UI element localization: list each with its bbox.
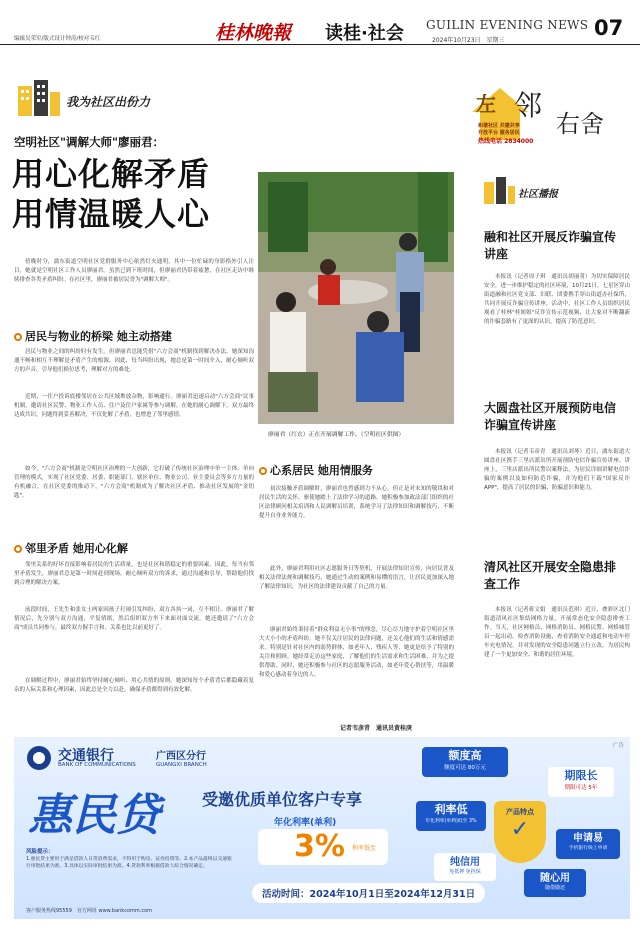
feature-1-title: 额度高	[448, 749, 482, 762]
body-3b: 此外，廖丽君利用社区志愿服务日等契机，开展法律知识宣传，向居民普及相关法律法规和调解技巧，她通过生动的案例和易懂的语言，让居民更加深入地了解法律知识，为社区的法律建设贡献了自己的力量。	[259, 566, 454, 590]
branch-cn: 广西区分行	[156, 751, 206, 762]
bank-logo-icon	[26, 745, 52, 771]
column-badge-label: 我为社区出份力	[66, 95, 151, 109]
rate-value: 3%	[294, 829, 345, 864]
side-logo	[470, 82, 630, 152]
body-2b: 前段时间，王先生和张女士两家因孩子打闹引发纠纷，双方各执一词，互不相让。廖丽君了解情况后，先分别与双方沟通，平复情绪，然后组织双方坐下来面对面交流。她还邀请了"六方会商"成员共同参与，最终双方握手言和，关系也比以前更好了。	[14, 607, 254, 631]
bullet-icon	[259, 467, 267, 475]
feature-2-title: 期限长	[564, 769, 598, 782]
ad-slogan: 受邀优质单位客户专享	[202, 790, 363, 809]
rate-badge	[258, 829, 388, 865]
body-1c: 如今，"六方会商"机制是空明社区治理的一大创新，它打破了传统社区治理中单一主体、单向管理的模式，实现了社区党委、居委、职能部门、辖区单位、物业公司、业主委员会等多方力量的有机融合，在社区党委的推动下，"六方会商"机制成为了解决社区矛盾、推动社区发展的"金钥匙"。	[14, 466, 254, 499]
page-number: 07	[594, 16, 624, 40]
section-name: 读桂·社会	[325, 23, 404, 44]
feature-4	[556, 829, 620, 859]
subheading-3: 心系居民 她用情服务	[259, 462, 373, 478]
ad-period: 活动时间：2024年10月1日至2024年12月31日	[252, 883, 485, 903]
ad-hotline: 客户服务热线95559 官方网址 www.bankcomm.com	[26, 908, 153, 914]
side-logo-char-3: 右舍	[556, 110, 604, 138]
feature-5-sub: 免抵押 免担保	[449, 869, 481, 875]
ad-product: 惠民贷	[28, 790, 160, 841]
rate-suffix: 利率低至	[352, 845, 377, 852]
feature-6-sub: 随借随还	[544, 885, 565, 891]
paper-name: 桂林晚報	[215, 22, 292, 44]
headline-line-2: 用情温暖人心	[12, 195, 211, 233]
side-box-title-1: 和谐社区 共建共享	[478, 123, 520, 129]
feature-2	[548, 767, 614, 797]
highlight-label: 产品特点	[506, 808, 534, 816]
highlight-shield	[494, 801, 546, 863]
feature-1	[422, 747, 508, 777]
body-3a: 初次接触矛盾调解时，廖丽君也曾感到力不从心。但正是对未知的敬畏和对居民生活的关怀，驱使她踏上了法律学习的道路。她积极参加政法部门组织的社区法律顾问相关培训和人民调解员培训，系统学习了法律知识和调解技巧，不断提升自身业务能力。	[259, 486, 454, 519]
buildings-icon	[482, 176, 516, 204]
news-3-title: 清风社区开展安全隐患排查工作	[484, 560, 617, 591]
side-badge-label: 社区播报	[518, 189, 558, 200]
side-logo-char-1: 左	[476, 92, 496, 116]
news-1-title: 融和社区开展反诈骗宣传讲座	[484, 230, 617, 261]
bank-name-en: BANK OF COMMUNICATIONS	[58, 762, 136, 768]
byline: 记者韦彦青 通讯员黄桂庚	[340, 725, 413, 732]
buildings-icon	[14, 78, 62, 118]
body-1a: 居民与物业之间的纠纷时有发生。但廖丽君总能凭借"六方会商"机制找到解决办法。她深知沟通不畅和相互不理解是矛盾产生的根源。因此，每当纠纷出现，她总是第一时间介入，耐心倾听双方的声音，引导他们换位思考，理解对方的难处。	[14, 349, 254, 373]
header-rule	[0, 44, 640, 45]
mediation-scene-image	[258, 172, 454, 424]
feature-3-title: 利率低	[434, 803, 468, 816]
subheading-2: 邻里矛盾 她用心化解	[14, 540, 128, 556]
side-box-title-2: 开放平台 服务居民	[478, 130, 520, 136]
headline-line-1: 用心化解矛盾	[12, 155, 211, 193]
subheading-1: 居民与物业的桥梁 她主动搭建	[14, 328, 172, 344]
feature-5	[434, 853, 496, 881]
rate-label: 年化利率(单利)	[274, 818, 337, 828]
feature-1-sub: 额度可达 80万元	[444, 765, 486, 771]
feature-5-title: 纯信用	[450, 857, 480, 868]
bullet-icon	[14, 545, 22, 553]
body-2c: 在调解过程中，廖丽君始终坚持耐心倾听、用心共情的原则。她深知每个矛盾背后都隐藏着复杂的人际关系和心理因素，因此总是全力以赴，确保矛盾都得到有效化解。	[14, 678, 254, 693]
feature-6-title: 随心用	[540, 873, 570, 884]
news-2-title: 大圆盘社区开展预防电信诈骗宣传讲座	[484, 401, 617, 432]
editors-credit: 编辑吴荣军/版式设计钟涛/校对韦红	[14, 36, 101, 42]
issue-date: 2024年10月23日 星期三	[432, 37, 505, 44]
ad-notes: 1.惠民贷主要用于满足借款人日常消费需求，不得用于购房、证券投资等。2.本产品最终以交通银行审批结果为准。3.具体以实际审批结果为准。4.贷款利率根据借款人综合情况确定。	[26, 857, 232, 869]
news-3-body: 本报讯（记者蒋文娟 通讯员范琪）近日，叠彩区北门街道清风社区集结网格力量，开展常态化安全隐患排查工作。当天，社区网格员、网格消防员、网格民警、网格城管员一起出动，检查消防设施、查看消防安全通道和电动车停车充电情况，并对发现的安全隐患问题立行立改，为居民构建了一个更加安全、和谐的居住环境。	[484, 607, 630, 658]
branch-en: GUANGXI BRANCH	[156, 762, 207, 768]
ad-banner	[14, 737, 630, 919]
ad-tag: 广告	[612, 743, 624, 749]
news-2-body: 本报讯（记者韦彦青 通讯员刘琴）近日，漓东街道大圆盘社区携手三里店派出所开展预防电信诈骗宣传讲座。讲座上，三里店派出所民警以案释法，为居民详细讲解电信诈骗的案例以及如何防范诈骗，并为他们下载"国家反诈APP"，提高了居民的识骗、防骗意识和能力。	[484, 449, 630, 491]
paper-en: GUILIN EVENING NEWS	[426, 18, 589, 32]
bullet-icon	[14, 333, 22, 341]
feature-3-sub: 年化利率(单利)低至 3%	[425, 819, 477, 824]
photo-caption: 廖丽君（红衣）正在开展调解工作。（空明社区供图）	[268, 432, 405, 438]
column-badge	[14, 78, 184, 118]
kicker: 空明社区"调解大师"廖丽君：	[14, 135, 164, 149]
check-icon: ✓	[510, 817, 530, 842]
side-hotline: 热线电话 2834000	[478, 138, 534, 145]
lead-paragraph: 傍晚时分，漓东街道空明社区党群服务中心依然灯火通明，其中一位忙碌的身影格外引人注目，她就是空明社区工作人员廖丽君。虽然已到下班时间，但廖丽君仍带着疲惫，在社区走访中继续排查各类矛盾纠纷。在社区里，廖丽君被居民誉为"调解大师"。	[14, 259, 254, 283]
photo	[258, 172, 454, 424]
body-1b: 近期，一住户投诉底楼邻居在公共区域堆放杂物，影响通行。廖丽君迅速启动"六方会商"议事机制，邀请社区民警、物业工作人员、住户及住户家属等参与调解。在她的耐心调解下，双方最终达成共识，问题得到妥善解决，不仅化解了矛盾，也增进了邻里感情。	[14, 394, 254, 418]
bank-name-cn: 交通银行	[58, 748, 114, 764]
ad-notes-title: 风险提示：	[26, 849, 54, 855]
feature-3	[416, 801, 486, 831]
news-1-body: 本报讯（记者周子琪 通讯员胡丽菁）为切实保障居民安全，进一步维护稳定的社区环境，10月21日，七星区穿山街道融和社区党支部、妇联、团委携手穿山街道办社保所，共同开展反诈骗宣传讲座。活动中，社区工作人员组织居民观看了桂林"桂姐姐"反诈宣传示范视频，让大家对不断翻新的诈骗套路有了更深的认识，提高了防范意识。	[484, 274, 630, 325]
body-3c: 廖丽君始终秉持着"群众利益无小事"的理念，尽心尽力地守护着空明社区里大大小小的矛盾纠纷。她不仅关注居民的法律问题，还关心他们的生活和情感需求。特别是针对社区内的弱势群体，如老年人、残疾人等，她更是给予了特别的关注和照顾。她经常走访这些家庭，了解他们的生活需求和生活困难，并为之提供帮助。同时，她还积极参与社区的志愿服务活动，如老年爱心帮扶等，用温暖和爱心感动着身边的人。	[259, 627, 454, 678]
header	[0, 0, 640, 44]
side-logo-char-2: 邻	[514, 89, 543, 122]
body-2a: 邻里关系的好坏直接影响着居民的生活质量，也是社区和谐稳定的重要因素。因此，每当有邻里矛盾发生，廖丽君总是第一时间赶到现场，耐心倾听双方的诉求，通过沟通和引导，帮助他们找到合理的解决方案。	[14, 562, 254, 586]
feature-6	[524, 869, 586, 897]
feature-4-sub: 手机银行线上申请	[568, 846, 608, 851]
feature-4-title: 申请易	[573, 833, 603, 844]
side-badge	[482, 176, 582, 206]
feature-2-sub: 期限可达 5年	[564, 785, 598, 791]
